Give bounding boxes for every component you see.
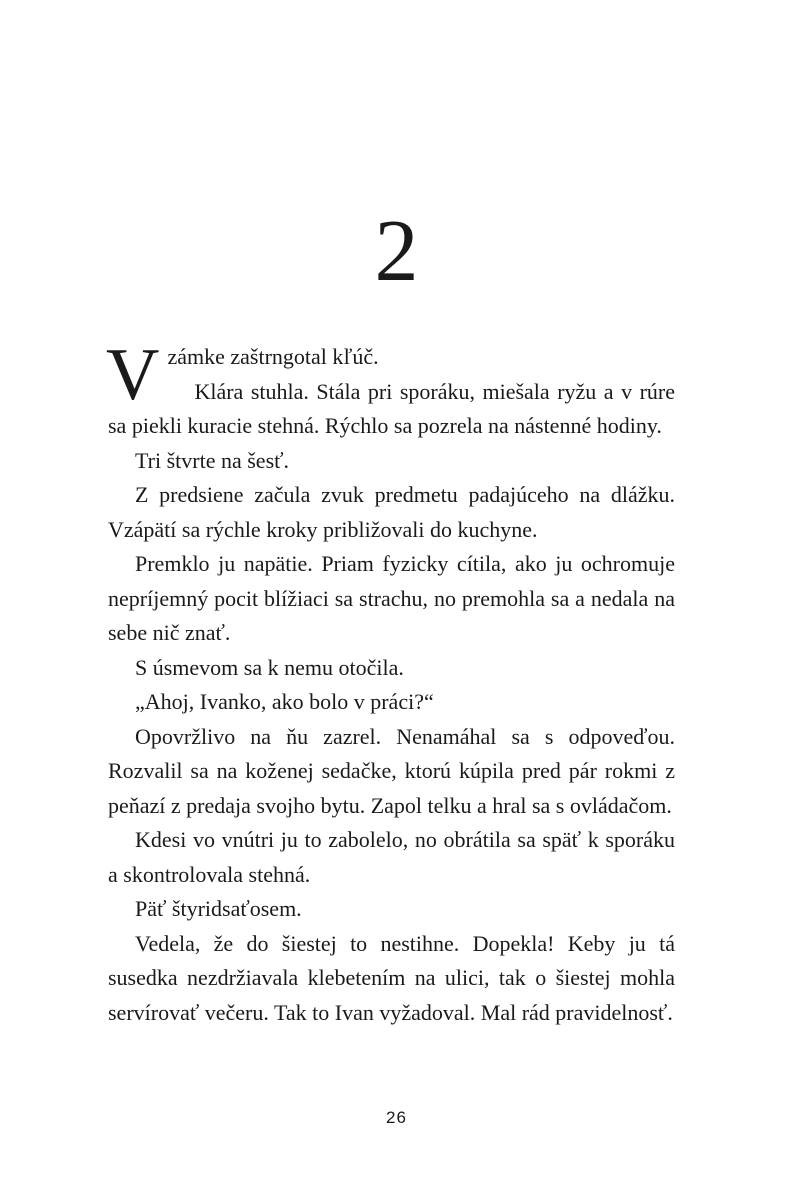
page-number: 26: [386, 1108, 407, 1127]
paragraph: S úsmevom sa k nemu otočila.: [135, 654, 404, 680]
chapter-text: [106, 334, 675, 1030]
paragraph: Tri štvrte na šesť.: [135, 447, 290, 473]
paragraph: Premklo ju napätie. Priam fyzicky cítila, ako ju ochromuje nepríjemný pocit blížiaci sa strachu, no premohla sa a nedala na sebe nič znať.: [108, 551, 675, 645]
paragraph: Z predsiene začula zvuk predmetu padajúceho na dlážku. Vzápätí sa rýchle kroky približovali do kuchyne.: [108, 482, 675, 542]
paragraph: Päť štyridsaťosem.: [135, 896, 302, 921]
drop-cap: V: [106, 334, 160, 416]
opening-paragraph-text: zámke zaštrngotal kľúč.: [167, 344, 379, 369]
paragraph: Klára stuhla. Stála pri sporáku, miešala ryžu a v rúre sa piekli kuracie stehná. Rýchlo sa pozrela na nástenné hodiny.: [108, 378, 675, 438]
chapter-number: 2: [374, 203, 419, 300]
paragraph: Kdesi vo vnútri ju to zabolelo, no obrátila sa späť k sporáku a skontrolovala stehná.: [108, 827, 675, 887]
paragraph: „Ahoj, Ivanko, ako bolo v práci?“: [135, 689, 434, 714]
paragraph: Vedela, že do šiestej to nestihne. Dopekla! Keby ju tá susedka nezdržiavala klebetením na ulici, tak o šiestej mohla servírovať večeru. Tak to Ivan vyžadoval. Mal rád pravidelnosť.: [108, 930, 675, 1025]
paragraph: Opovržlivo na ňu zazrel. Nenamáhal sa s odpoveďou. Rozvalil sa na koženej sedačke, ktorú kúpila pred pár rokmi z peňazí z predaja svojho bytu. Zapol telku a hral sa s ovládačom.: [108, 723, 675, 818]
